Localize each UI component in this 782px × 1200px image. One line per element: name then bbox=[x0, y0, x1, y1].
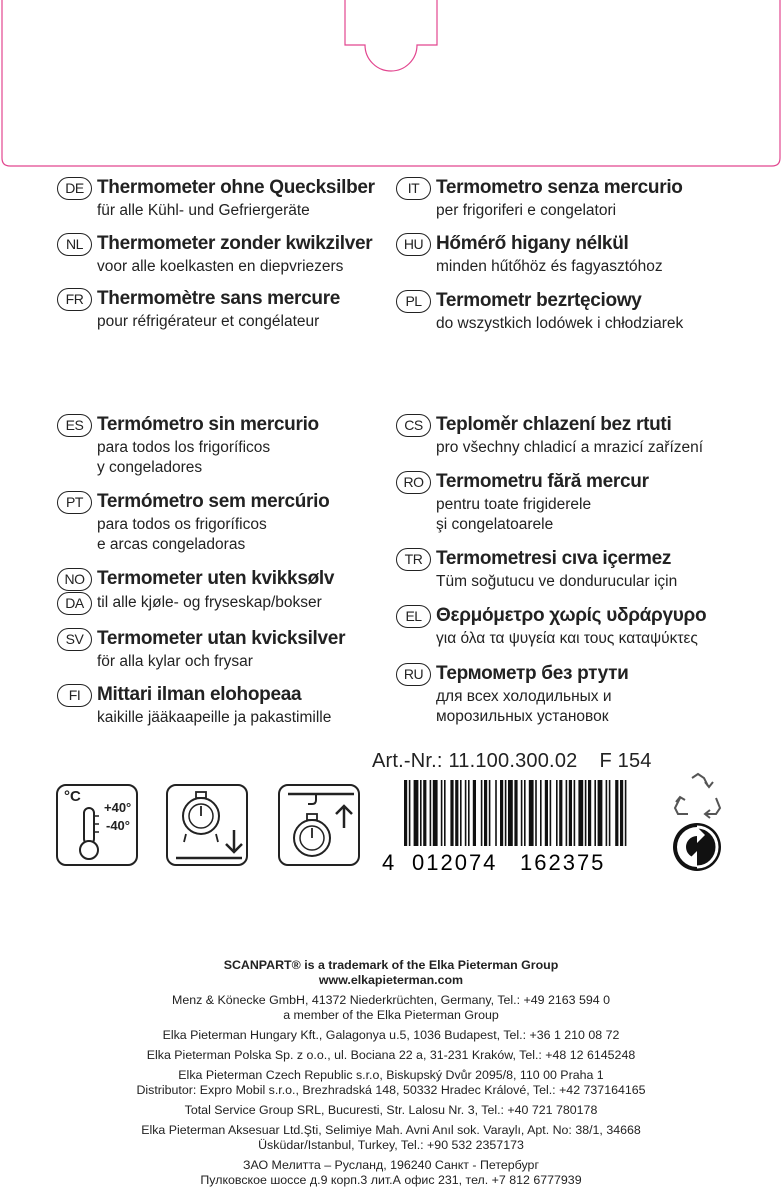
lang-entry-no-da bbox=[57, 566, 397, 614]
barcode-bar bbox=[468, 780, 470, 846]
address-line: Elka Pieterman Aksesuar Ltd.Şti, Selimiye Mah. Avni Anıl sok. Varaylı, Apt. No: 38/1, 34668 bbox=[141, 1123, 641, 1137]
product-subtitle: e arcas congeladoras bbox=[97, 536, 246, 553]
language-code: FI bbox=[57, 684, 92, 707]
barcode bbox=[382, 780, 632, 874]
barcode-bar bbox=[615, 780, 618, 846]
barcode-bar bbox=[441, 780, 443, 846]
address-line: Elka Pieterman Hungary Kft., Galagonya u.5, 1036 Budapest, Tel.: +36 1 210 08 72 bbox=[162, 1028, 620, 1042]
barcode-bar bbox=[594, 780, 596, 846]
barcode-bar bbox=[620, 780, 623, 846]
barcode-bar bbox=[465, 780, 467, 846]
barcode-bar bbox=[606, 780, 608, 846]
product-subtitle: şi congelatoarele bbox=[436, 516, 554, 533]
stand-on-shelf-icon bbox=[166, 784, 248, 866]
product-title: Termometer uten kvikksølv bbox=[97, 568, 335, 589]
barcode-bar bbox=[545, 780, 548, 846]
lang-entry-pl bbox=[396, 288, 736, 334]
lang-entry-it bbox=[396, 175, 736, 221]
language-code: DA bbox=[57, 592, 92, 615]
lang-entry-el bbox=[396, 603, 736, 649]
language-code: IT bbox=[396, 177, 431, 200]
product-subtitle: para todos los frigoríficos bbox=[97, 439, 271, 456]
company-footer bbox=[0, 958, 782, 1188]
barcode-bar bbox=[404, 780, 407, 846]
address-line: Elka Pieterman Polska Sp. z o.o., ul. Bociana 22 a, 31-231 Kraków, Tel.: +48 12 6145248 bbox=[146, 1048, 636, 1062]
language-code: RU bbox=[396, 663, 431, 686]
barcode-bar bbox=[473, 780, 476, 846]
product-title: Termómetro sem mercúrio bbox=[97, 491, 330, 512]
product-subtitle: per frigoriferi e congelatori bbox=[436, 202, 617, 219]
address-line: Distributor: Expro Mobil s.r.o., Brezhradská 148, 50332 Hradec Králové, Tel.: +42 737164165 bbox=[136, 1083, 646, 1097]
lang-entry-pt bbox=[57, 489, 397, 555]
product-subtitle: морозильных установок bbox=[436, 708, 609, 725]
product-title: Hőmérő higany nélkül bbox=[436, 233, 629, 254]
barcode-bar bbox=[450, 780, 453, 846]
address-line: Пулковское шоссе д.9 корп.3 лит.А офис 231, тел. +7 812 6777939 bbox=[200, 1173, 582, 1187]
language-code: HU bbox=[396, 233, 431, 256]
lang-entry-fi bbox=[57, 682, 397, 728]
website-link[interactable]: www.elkapieterman.com bbox=[318, 973, 464, 987]
product-subtitle: pro všechny chladicí a mrazicí zařízení bbox=[436, 439, 704, 456]
product-subtitle: minden hűtőhöz és fagyasztóhoz bbox=[436, 258, 663, 275]
range-high-label: +40° bbox=[104, 800, 132, 815]
barcode-bar bbox=[598, 780, 603, 846]
address-line: Total Service Group SRL, Bucuresti, Str. Lalosu Nr. 3, Tel.: +40 721 780178 bbox=[184, 1103, 598, 1117]
barcode-bar bbox=[430, 780, 432, 846]
product-subtitle: kaikille jääkaapeille ja pakastimille bbox=[97, 709, 332, 726]
address-line: Menz & Könecke GmbH, 41372 Niederkrüchten, Germany, Tel.: +49 2163 594 0 bbox=[172, 993, 610, 1007]
product-subtitle: für alle Kühl- und Gefriergeräte bbox=[97, 202, 310, 219]
barcode-bar bbox=[535, 780, 537, 846]
barcode-bar bbox=[414, 780, 419, 846]
barcode-bar bbox=[578, 780, 583, 846]
barcode-right-digits: 162375 bbox=[520, 850, 606, 874]
product-title: Termometresi cıva içermez bbox=[436, 548, 672, 569]
language-code: DE bbox=[57, 177, 92, 200]
barcode-bar bbox=[409, 780, 411, 846]
lang-entry-ro bbox=[396, 469, 736, 535]
product-subtitle: y congeladores bbox=[97, 459, 203, 476]
product-title: Thermomètre sans mercure bbox=[97, 288, 341, 309]
barcode-bar bbox=[540, 780, 542, 846]
lang-entry-cs bbox=[396, 412, 736, 458]
product-subtitle: για όλα τα ψυγεία και τους καταψύκτες bbox=[436, 630, 698, 647]
lang-entry-de bbox=[57, 175, 397, 221]
article-number bbox=[372, 750, 652, 773]
language-code: EL bbox=[396, 605, 431, 628]
product-title: Термометр без ртути bbox=[436, 663, 629, 684]
language-code: NL bbox=[57, 233, 92, 256]
recycle-icon bbox=[672, 772, 724, 822]
lang-entry-nl bbox=[57, 231, 397, 277]
address-line: a member of the Elka Pieterman Group bbox=[283, 1008, 499, 1022]
barcode-bar bbox=[609, 780, 611, 846]
language-code: ES bbox=[57, 414, 92, 437]
barcode-bar bbox=[508, 780, 513, 846]
range-low-label: -40° bbox=[106, 818, 130, 833]
barcode-bar bbox=[433, 780, 438, 846]
language-code: PL bbox=[396, 290, 431, 313]
address-line: ЗАО Мелитта – Русланд, 196240 Санкт - Петербург bbox=[243, 1158, 539, 1172]
lang-entry-fr bbox=[57, 286, 397, 332]
trademark-notice: SCANPART® is a trademark of the Elka Pieterman Group bbox=[223, 958, 559, 972]
barcode-bar bbox=[625, 780, 627, 846]
barcode-bar bbox=[495, 780, 497, 846]
product-title: Teploměr chlazení bez rtuti bbox=[436, 414, 672, 435]
language-code: FR bbox=[57, 288, 92, 311]
barcode-bar bbox=[444, 780, 446, 846]
card-hanger-outline bbox=[0, 0, 782, 170]
product-title: Mittari ilman elohopeaa bbox=[97, 684, 302, 705]
address-line: Üsküdar/Istanbul, Turkey, Tel.: +90 532 2357173 bbox=[258, 1138, 524, 1152]
barcode-bar bbox=[529, 780, 534, 846]
barcode-bar bbox=[588, 780, 591, 846]
barcode-bar bbox=[556, 780, 558, 846]
language-code: CS bbox=[396, 414, 431, 437]
product-title: Θερμόμετρο χωρίς υδράργυρο bbox=[436, 605, 707, 626]
lang-entry-es bbox=[57, 412, 397, 478]
barcode-bar bbox=[460, 780, 462, 846]
product-subtitle: для всех холодильных и bbox=[436, 688, 612, 705]
address-line: Elka Pieterman Czech Republic s.r.o, Biskupský Dvůr 2095/8, 110 00 Praha 1 bbox=[178, 1068, 604, 1082]
barcode-bar bbox=[559, 780, 562, 846]
barcode-bar bbox=[481, 780, 483, 846]
barcode-bar bbox=[514, 780, 517, 846]
product-title: Termometer utan kvicksilver bbox=[97, 628, 346, 649]
lang-entry-sv bbox=[57, 626, 397, 672]
lang-entry-tr bbox=[396, 546, 736, 592]
green-dot-icon bbox=[672, 822, 722, 872]
article-number-label: Art.-Nr.: 11.100.300.02 bbox=[372, 750, 578, 772]
product-title: Thermometer ohne Quecksilber bbox=[97, 177, 375, 198]
barcode-bar bbox=[489, 780, 491, 846]
lang-entry-hu bbox=[396, 231, 736, 277]
product-subtitle: til alle kjøle- og fryseskap/bokser bbox=[97, 594, 322, 611]
language-code: TR bbox=[396, 548, 431, 571]
product-title: Termometro senza mercurio bbox=[436, 177, 683, 198]
barcode-bar bbox=[505, 780, 507, 846]
barcode-first-digit: 4 bbox=[382, 850, 395, 874]
celsius-label: °C bbox=[64, 788, 81, 805]
barcode-left-digits: 012074 bbox=[412, 850, 498, 874]
language-code: NO bbox=[57, 568, 92, 591]
language-code: RO bbox=[396, 471, 431, 494]
barcode-bar bbox=[524, 780, 526, 846]
barcode-bar bbox=[550, 780, 552, 846]
product-title: Termometr bezrtęciowy bbox=[436, 290, 642, 311]
product-subtitle: do wszystkich lodówek i chłodziarek bbox=[436, 315, 684, 332]
product-subtitle: pentru toate frigiderele bbox=[436, 496, 592, 513]
product-subtitle: para todos os frigoríficos bbox=[97, 516, 267, 533]
barcode-bar bbox=[566, 780, 568, 846]
language-code: PT bbox=[57, 491, 92, 514]
barcode-bar bbox=[500, 780, 503, 846]
barcode-bar bbox=[420, 780, 422, 846]
barcode-bar bbox=[484, 780, 487, 846]
hang-on-rack-icon bbox=[278, 784, 360, 866]
barcode-bar bbox=[423, 780, 426, 846]
barcode-bar bbox=[585, 780, 587, 846]
thermometer-range-icon bbox=[56, 784, 138, 866]
product-subtitle: Tüm soğutucu ve dondurucular için bbox=[436, 573, 678, 590]
barcode-bar bbox=[455, 780, 458, 846]
product-subtitle: voor alle koelkasten en diepvriezers bbox=[97, 258, 344, 275]
language-code: SV bbox=[57, 628, 92, 651]
lang-entry-ru bbox=[396, 661, 736, 727]
product-subtitle: för alla kylar och frysar bbox=[97, 653, 253, 670]
product-title: Thermometer zonder kwikzilver bbox=[97, 233, 373, 254]
product-title: Termometru fără mercur bbox=[436, 471, 649, 492]
barcode-bar bbox=[569, 780, 572, 846]
article-code: F 154 bbox=[599, 750, 652, 772]
product-subtitle: pour réfrigérateur et congélateur bbox=[97, 313, 320, 330]
product-title: Termómetro sin mercurio bbox=[97, 414, 319, 435]
barcode-bar bbox=[521, 780, 523, 846]
barcode-bar bbox=[574, 780, 576, 846]
